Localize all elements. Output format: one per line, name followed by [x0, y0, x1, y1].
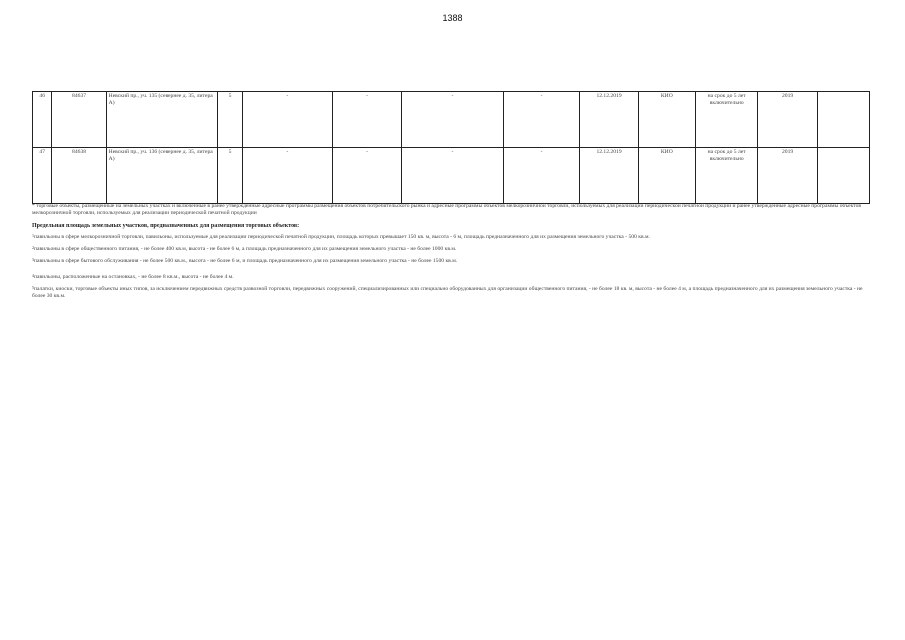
footnote-mark: 5: [32, 285, 34, 290]
empty-cell: -: [402, 92, 503, 148]
page-number: 1388: [442, 13, 463, 23]
footnote-item: [32, 286, 877, 300]
empty-cell: -: [332, 148, 402, 204]
empty-cell: -: [242, 92, 332, 148]
row-number: 46: [33, 92, 52, 148]
footnotes-heading: Предельная площадь земельных участков, предназначенных для размещения торговых объектов:: [32, 223, 300, 229]
empty-cell: -: [332, 92, 402, 148]
row-number: 47: [33, 148, 52, 204]
footnote-item: [32, 234, 877, 241]
footnote-mark: 1: [32, 233, 34, 238]
footnote-text: павильоны в сфере бытового обслуживания - не более 500 кв.м., высота - не более 6 м, и площадь предназначенного для их размещения земельного участка - не более 1500 кв.м.: [34, 258, 458, 264]
empty-cell: -: [503, 148, 580, 204]
year-cell: 2019: [758, 92, 817, 148]
objects-table: [32, 91, 870, 204]
footnote-text: павильоны в сфере мелкорозничной торговли, павильоны, используемые для реализации периодической печатной продукции, площадь которых превышает 150 кв. м, высота - 6 м, площадь предназначенного для их размещения земельного участка - 500 кв.м.: [34, 234, 650, 240]
term-cell: на срок до 5 лет включительно: [695, 92, 757, 148]
footnote-item: [32, 258, 877, 265]
empty-cell: -: [402, 148, 503, 204]
object-address: Невский пр., уч. 135 (севернее д. 35, литера А): [106, 92, 218, 148]
object-code: 84637: [52, 92, 106, 148]
date-cell: 12.12.2019: [580, 92, 638, 148]
table-row: [33, 148, 870, 204]
empty-cell: -: [242, 148, 332, 204]
date-cell: 12.12.2019: [580, 148, 638, 204]
footnotes: [32, 203, 877, 305]
blank-cell: [817, 148, 869, 204]
footnote-text: павильоны в сфере общественного питания, - не более 400 кв.м, высота - не более 6 м, а площадь предназначенного для их размещения земельного участка - не более 1000 кв.м.: [34, 246, 457, 252]
object-code: 84638: [52, 148, 106, 204]
org-cell: КИО: [638, 148, 695, 204]
blank-cell: [817, 92, 869, 148]
object-value: 5: [218, 92, 243, 148]
object-address: Невский пр., уч. 136 (севернее д. 35, литера А): [106, 148, 218, 204]
footnote-item: [32, 246, 877, 253]
year-cell: 2019: [758, 148, 817, 204]
term-cell: на срок до 5 лет включительно: [695, 148, 757, 204]
footnote-mark: 4: [32, 273, 34, 278]
footnote-mark: 2: [32, 245, 34, 250]
footnote-item: [32, 274, 877, 281]
empty-cell: -: [503, 92, 580, 148]
asterisk-note: * торговые объекты, размещенные на земельных участках и включенные в ранее утвержденные адресные программы размещения объектов потребительского рынка и адресные программы объектов мелкорозничной торговли, используемых для реализации периодической печатной продукции и ранее утвержденные адресные программы объектов мелкорозничной торговли, используемых для реализации периодической печатной продукции: [32, 203, 862, 216]
org-cell: КИО: [638, 92, 695, 148]
table-row: [33, 92, 870, 148]
footnote-text: павильоны, расположенные на остановках, - не более 8 кв.м., высота - не более 4 м.: [34, 274, 234, 280]
footnote-text: палатки, киоски, торговые объекты иных типов, за исключением передвижных средств развозной торговли, передвижных сооружений, специализированных или специально оборудованных для организации общественного питания, - не более 18 кв. м, высота - не более 4 м, а площадь предназначенного для их размещения земельного участка - не более 30 кв.м.: [32, 286, 863, 299]
object-value: 5: [218, 148, 243, 204]
footnote-mark: 3: [32, 257, 34, 262]
